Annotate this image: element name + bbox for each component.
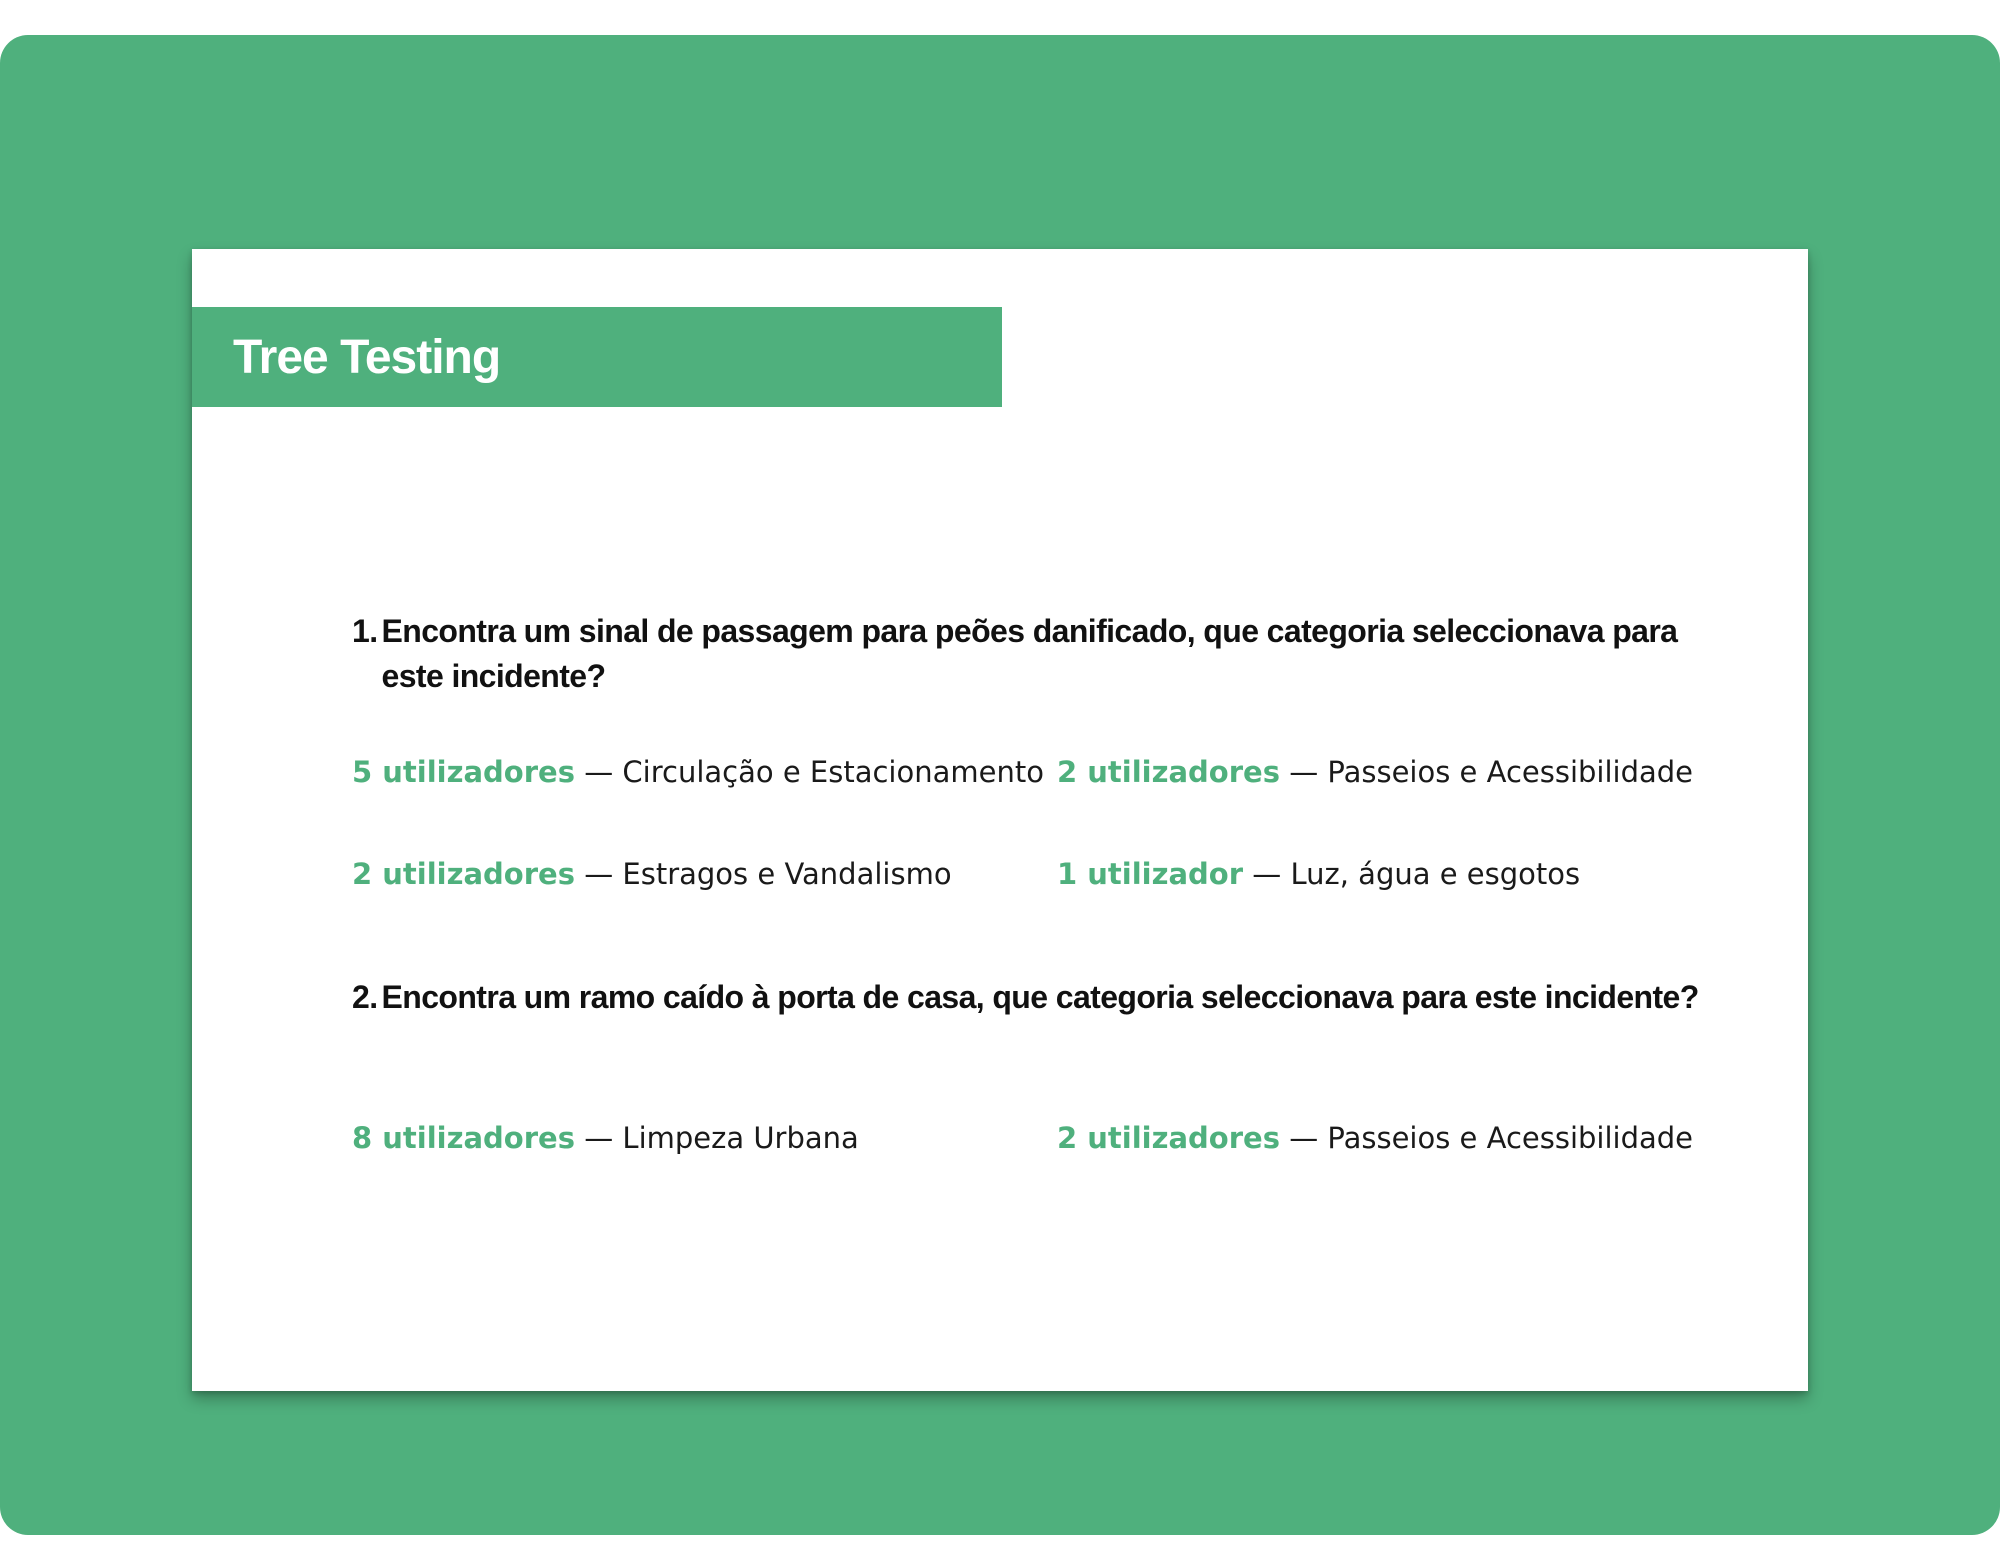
- answer-item: [1057, 752, 1693, 792]
- question-number: 1.: [352, 613, 378, 649]
- answer-category: Luz, água e esgotos: [1290, 857, 1581, 891]
- answer-category: Estragos e Vandalismo: [622, 857, 952, 891]
- answer-category: Passeios e Acessibilidade: [1327, 1121, 1694, 1155]
- background-panel: [0, 35, 2000, 1535]
- answer-item: [1057, 854, 1580, 894]
- answer-category: Limpeza Urbana: [622, 1121, 859, 1155]
- page-title: Tree Testing: [233, 330, 501, 384]
- answer-category: Passeios e Acessibilidade: [1327, 755, 1694, 789]
- answer-category: Circulação e Estacionamento: [622, 755, 1044, 789]
- answer-count: 8 utilizadores: [352, 1121, 575, 1155]
- answer-separator: —: [584, 1121, 614, 1155]
- answer-separator: —: [584, 857, 614, 891]
- answer-separator: —: [1289, 1121, 1319, 1155]
- answer-item: [352, 1118, 859, 1158]
- answer-separator: —: [584, 755, 614, 789]
- slide-card: [192, 249, 1808, 1391]
- question-text: Encontra um ramo caído à porta de casa, que categoria seleccionava para este incidente?: [381, 979, 1699, 1015]
- answer-item: [352, 854, 952, 894]
- question-number: 2.: [352, 979, 378, 1015]
- question-2: [352, 975, 1732, 1020]
- answer-item: [352, 752, 1044, 792]
- answer-count: 2 utilizadores: [1057, 1121, 1280, 1155]
- answer-separator: —: [1252, 857, 1282, 891]
- answer-count: 5 utilizadores: [352, 755, 575, 789]
- answer-item: [1057, 1118, 1693, 1158]
- answer-count: 2 utilizadores: [1057, 755, 1280, 789]
- question-text: Encontra um sinal de passagem para peões danificado, que categoria seleccionava para este incidente?: [381, 613, 1678, 694]
- answer-count: 1 utilizador: [1057, 857, 1244, 891]
- answer-count: 2 utilizadores: [352, 857, 575, 891]
- answer-separator: —: [1289, 755, 1319, 789]
- title-banner: [192, 307, 1002, 407]
- question-1: [352, 609, 1732, 699]
